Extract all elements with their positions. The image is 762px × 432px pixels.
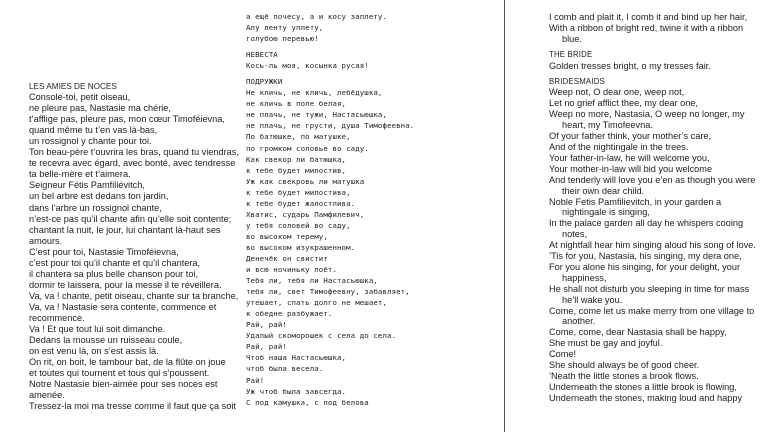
verse-line: Weep not, O dear one, weep not, [549, 87, 685, 98]
verse-line: ta belle-mère et t’aimera. [29, 169, 131, 180]
verse-line: C’est pour toi, Nastasie Timoféievna, [29, 246, 179, 257]
verse-line: He shall not disturb you sleeping in time for mass [549, 283, 750, 294]
verse-line: un bel arbre est dedans ton jardin, [29, 191, 169, 202]
verse-line: не плачь, не грусти, душа Тимофеевна. [246, 121, 415, 131]
verse-line: Удалый скоморошек с села до села. [246, 331, 397, 341]
verse-line: Underneath the stones a little brook is flowing, [549, 381, 737, 392]
verse-line: во высоком изукрашенном. [246, 242, 356, 252]
verse-line: et toutes qui tournent et tous qui s’poussent. [29, 368, 210, 379]
french-text-column [29, 81, 251, 412]
verse-line: c’est pour toi qu’il chante et qu’il chantera, [29, 257, 201, 268]
verse-line: Рай! [246, 375, 265, 385]
verse-line: te recevra avec égard, avec bonté, avec tendresse [29, 158, 236, 169]
verse-line: Of your father think, your mother’s care, [549, 131, 712, 142]
verse-line: dans l’arbre un rossignol chante, [29, 202, 162, 213]
verse-line: у тебя соловей во саду, [246, 220, 351, 230]
verse-line: For you alone his singing, for your delight, your [549, 261, 740, 272]
verse-line: ’Neath the little stones a brook flows. [549, 371, 699, 381]
verse-line: he’ll wake you. [562, 294, 623, 305]
verse-line: Ton beau-père t’ouvrira les bras, quand tu viendras, [29, 147, 239, 158]
verse-line: Golden tresses bright, o my tresses fair. [549, 60, 711, 71]
verse-line: ne pleure pas, Nastasie ma chérie, [29, 103, 171, 114]
verse-line: Va, va ! Nastasie sera contente, commence et [29, 301, 217, 312]
verse-line: In the palace garden all day he whispers cooing [549, 218, 744, 229]
verse-line: And of the nightingale in the trees. [549, 141, 689, 152]
speaker-heading: THE BRIDE [549, 49, 593, 59]
verse-line: I comb and plait it, I comb it and bind up her hair, [549, 12, 748, 22]
verse-line: Console-toi, petit oiseau, [29, 92, 131, 103]
verse-line: Come, come, dear Nastasia shall be happy, [549, 327, 727, 338]
verse-line: Let no grief afflict thee, my dear one, [549, 98, 698, 109]
verse-line: t’afflige pas, pleure pas, mon cœur Timoféievna, [29, 114, 225, 125]
verse-line: Weep no more, Nastasia, O weep no longer, my [549, 109, 745, 120]
verse-line: к тебе будет милостива, [246, 187, 351, 197]
verse-line: nightingale is singing, [562, 207, 650, 218]
speaker-heading: НЕВЕСТА [246, 50, 278, 60]
verse-line: не кличь в поле белая, [246, 99, 347, 109]
verse-line: а ещё почесу, а и косу заплету. [246, 12, 388, 21]
verse-line: Underneath the stones, making loud and happy [549, 392, 743, 403]
verse-line: another. [562, 316, 596, 327]
verse-line: Уж как свекровь ли матушка [246, 176, 365, 186]
verse-line: Кось-ль моя, косынка русая! [246, 61, 369, 71]
verse-line: At nightfall hear him singing aloud his song of love. [549, 240, 756, 251]
verse-line: Денечёк он свистит [246, 253, 328, 263]
verse-line: Your father-in-law, he will welcome you, [549, 152, 710, 163]
verse-line: happiness, [562, 272, 607, 283]
verse-line: n’est-ce pas qu’il chante afin qu’elle soit contente; [29, 213, 232, 224]
speaker-heading: ПОДРУЖКИ [246, 77, 283, 87]
page-divider [504, 0, 505, 432]
verse-line: Тебя ли, тебя ли Настасьюшка, [246, 276, 378, 286]
verse-line: their own dear child. [562, 185, 645, 196]
verse-line: Чтоб наша Настасьюшка, [246, 353, 347, 363]
verse-line: Notre Nastasie bien-aimée pour ses noces est [29, 379, 218, 390]
verse-line: Seigneur Fétis Pamfiliévitch, [29, 180, 145, 191]
verse-line: Come! [549, 349, 577, 360]
verse-line: amenée. [29, 390, 65, 401]
english-text-column [549, 12, 761, 404]
verse-line: Tressez-la moi ma tresse comme il faut que ça soit [29, 401, 236, 412]
verse-line: во высоком терему, [246, 231, 328, 241]
verse-line: по громком соловье во саду. [246, 143, 369, 153]
verse-line: Come, come let us make merry from one village to [549, 305, 755, 316]
verse-line: On rit, on boit, le tambour bat, de la flûte on joue [29, 357, 226, 368]
verse-line: Dedans la mousse un ruisseau coule, [29, 335, 183, 346]
verse-line: notes, [562, 229, 588, 240]
verse-line: il chantera sa plus belle chanson pour toi, [29, 268, 199, 279]
verse-line: голубою перевью! [246, 34, 319, 44]
verse-line: Your mother-in-law will bid you welcome [549, 163, 713, 174]
verse-line: к обедне разбужает. [246, 309, 333, 319]
verse-line: on est venu là, on s’est assis là. [29, 346, 159, 357]
verse-line: And tenderly will love you e’en as though you were [549, 174, 756, 185]
verse-line: heart, my Timofeevna. [562, 120, 653, 131]
verse-line: к тебе будет милостив, [246, 165, 347, 175]
verse-line: Va, va ! chante, petit oiseau, chante sur ta branche, [29, 290, 239, 301]
verse-line: Noble Fetis Pamfilievitch, in your garden a [549, 196, 722, 207]
verse-line: утешает, спать долго не мешает, [246, 298, 388, 308]
verse-line: She should always be of good cheer. [549, 360, 700, 371]
verse-line: chantant la nuit, le jour, lui chantant là-haut ses [29, 224, 221, 235]
verse-line: к тебе будет жалостлива. [246, 198, 356, 208]
verse-line: тебя ли, свет Тимофеевну, забавляет, [246, 287, 410, 297]
verse-line: With a ribbon of bright red, twine it with a ribbon [549, 22, 744, 33]
verse-line: amours. [29, 235, 63, 246]
speaker-heading: LES AMIES DE NOCES [29, 82, 117, 91]
verse-line: Хватис, сударь Памфилевич, [246, 209, 365, 219]
verse-line: Va ! Et que tout lui soit dimanche. [29, 324, 166, 335]
verse-line: She must be gay and joyful. [549, 338, 663, 349]
verse-line: чтоб была весела. [246, 364, 324, 374]
verse-line: Уж чтоб была завсегда. [246, 386, 347, 396]
verse-line: С под камушка, с под белова [246, 397, 369, 407]
verse-line: Не кличь, не кличь, лебёдушка, [246, 88, 383, 98]
verse-line: Как свекор ли батюшка, [246, 154, 347, 164]
russian-text-column [246, 11, 486, 408]
speaker-heading: BRIDESMAIDS [549, 76, 605, 86]
verse-line: и всю ночиньку поёт. [246, 265, 337, 275]
verse-line: blue. [562, 33, 582, 44]
verse-line: un rossignol y chante pour toi. [29, 136, 152, 147]
verse-line: Рай, рай! [246, 320, 287, 330]
verse-line: dormir te laissera, pour la messe il te réveillera. [29, 279, 222, 290]
verse-line: Алу ленту уплету, [246, 23, 324, 33]
verse-line: recommence. [29, 312, 85, 323]
verse-line: quand même tu t’en vas là-bas, [29, 125, 158, 136]
verse-line: Рай, рай! [246, 342, 287, 352]
verse-line: ’Tis for you, Nastasia, his singing, my dera one, [549, 251, 742, 262]
verse-line: По батюшке, по матушке, [246, 132, 351, 142]
verse-line: не плачь, не тужи, Настасьюшка, [246, 110, 388, 120]
